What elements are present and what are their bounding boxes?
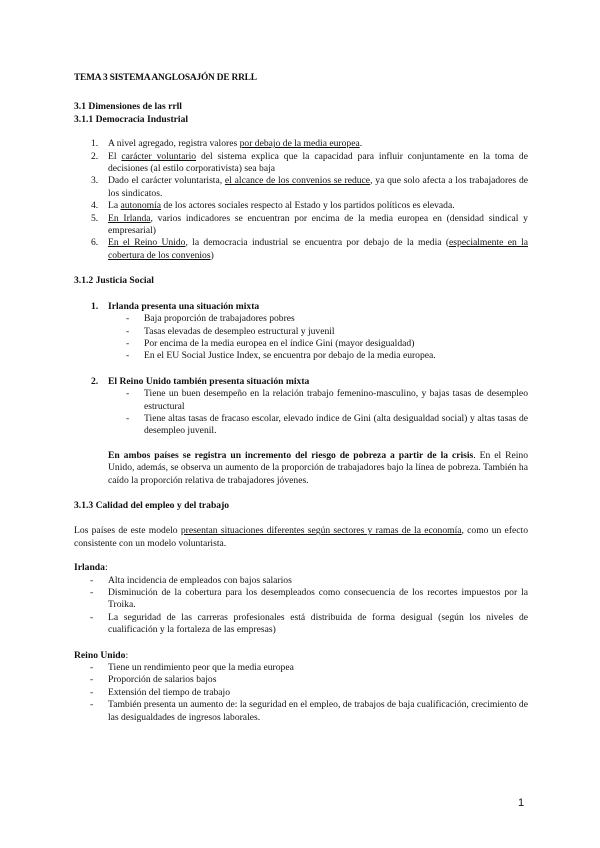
subsection-heading-3-1-1: 3.1.1 Democracia Industrial: [74, 113, 189, 125]
uk-justicia-heading: [74, 376, 528, 388]
list-item: - También presenta un aumento de: la seguridad en el empleo, de trabajos de baja cualificación, crecimiento de las desigualdades de ingresos laborales.: [90, 699, 528, 723]
list-item: 1. A nivel agregado, registra valores por debajo de la media europea.: [91, 138, 363, 150]
list-item: 2. El carácter voluntario del sistema explica que la capacidad para influir conjuntamente en la toma de decisiones (al estilo corporativista) sea baja: [91, 150, 528, 175]
list-item: - Tiene un rendimiento peor que la media europea: [90, 662, 294, 674]
list-item: 3. Dado el carácter voluntarista, el alcance de los convenios se reduce, ya que solo afecta a los trabajadores de los sindicatos.: [91, 175, 529, 199]
irlanda-calidad-label: Irlanda:: [74, 562, 108, 574]
irlanda-calidad-list: [74, 575, 528, 637]
document-title: TEMA 3 SISTEMA ANGLOSAJÓN DE RRLL: [74, 73, 257, 83]
list-item: 1. Irlanda presenta una situación mixta: [91, 300, 260, 312]
list-item: - Baja proporción de trabajadores pobres: [126, 313, 295, 325]
list-item: - Tiene altas tasas de fracaso escolar, elevado índice de Gini (alta desigualdad social) y altas tasas de desempleo juvenil.: [126, 412, 528, 437]
calidad-intro: Los países de este modelo presentan situaciones diferentes según sectores y ramas de la economía, como un efecto consistente con un modelo voluntarista.: [74, 525, 528, 549]
justicia-summary: En ambos países se registra un incremento del riesgo de pobreza a partir de la crisis. En el Reino Unido, además, se observa un aumento de la proporción de trabajadores bajo la línea de pobreza. También ha caído la proporción relativa de trabajadores jóvenes.: [108, 449, 528, 486]
list-item: 2. El Reino Unido también presenta situación mixta: [91, 375, 310, 387]
section-heading-3-1: 3.1 Dimensiones de las rrll: [74, 101, 182, 113]
uk-calidad-list: [74, 662, 528, 724]
list-item: - Extensión del tiempo de trabajo: [90, 686, 231, 698]
subsection-heading-3-1-3: 3.1.3 Calidad del empleo y del trabajo: [74, 499, 230, 511]
document-body: [74, 72, 528, 724]
democracia-list: [74, 138, 528, 262]
list-item: - Tasas elevadas de desempleo estructural y juvenil: [126, 325, 335, 337]
irlanda-justicia-list: [74, 313, 528, 363]
list-item: - Proporción de salarios bajos: [90, 674, 217, 686]
subsection-heading-3-1-2: 3.1.2 Justicia Social: [74, 275, 154, 287]
list-item: - Tiene un buen desempeño en la relación trabajo femenino-masculino, y bajas tasas de desempleo estructural: [126, 388, 528, 412]
list-item: - Alta incidencia de empleados con bajos salarios: [90, 574, 292, 586]
page-number: 1: [518, 797, 525, 809]
list-item: - Disminución de la cobertura para los desempleados como consecuencia de los recortes impuestos por la Troika.: [90, 587, 528, 611]
irlanda-justicia-heading: [74, 301, 528, 313]
list-item: - En el EU Social Justice Index, se encuentra por debajo de la media europea.: [126, 350, 436, 362]
list-item: - La seguridad de las carreras profesionales está distribuida de forma desigual (según los niveles de cualificación y la fortaleza de las empresas): [90, 611, 528, 636]
uk-calidad-label: Reino Unido:: [74, 649, 129, 661]
list-item: - Por encima de la media europea en el índice Gini (mayor desigualdad): [126, 337, 415, 349]
list-item: 4. La autonomía de los actores sociales respecto al Estado y los partidos políticos es elevada.: [91, 200, 455, 212]
list-item: 5. En Irlanda, varios indicadores se encuentran por encima de la media europea en (densidad sindical y empresarial): [91, 212, 528, 237]
uk-justicia-list: [74, 388, 528, 438]
list-item: 6. En el Reino Unido, la democracia industrial se encuentra por debajo de la media (especialmente en la cobertura de los convenios): [91, 237, 528, 261]
